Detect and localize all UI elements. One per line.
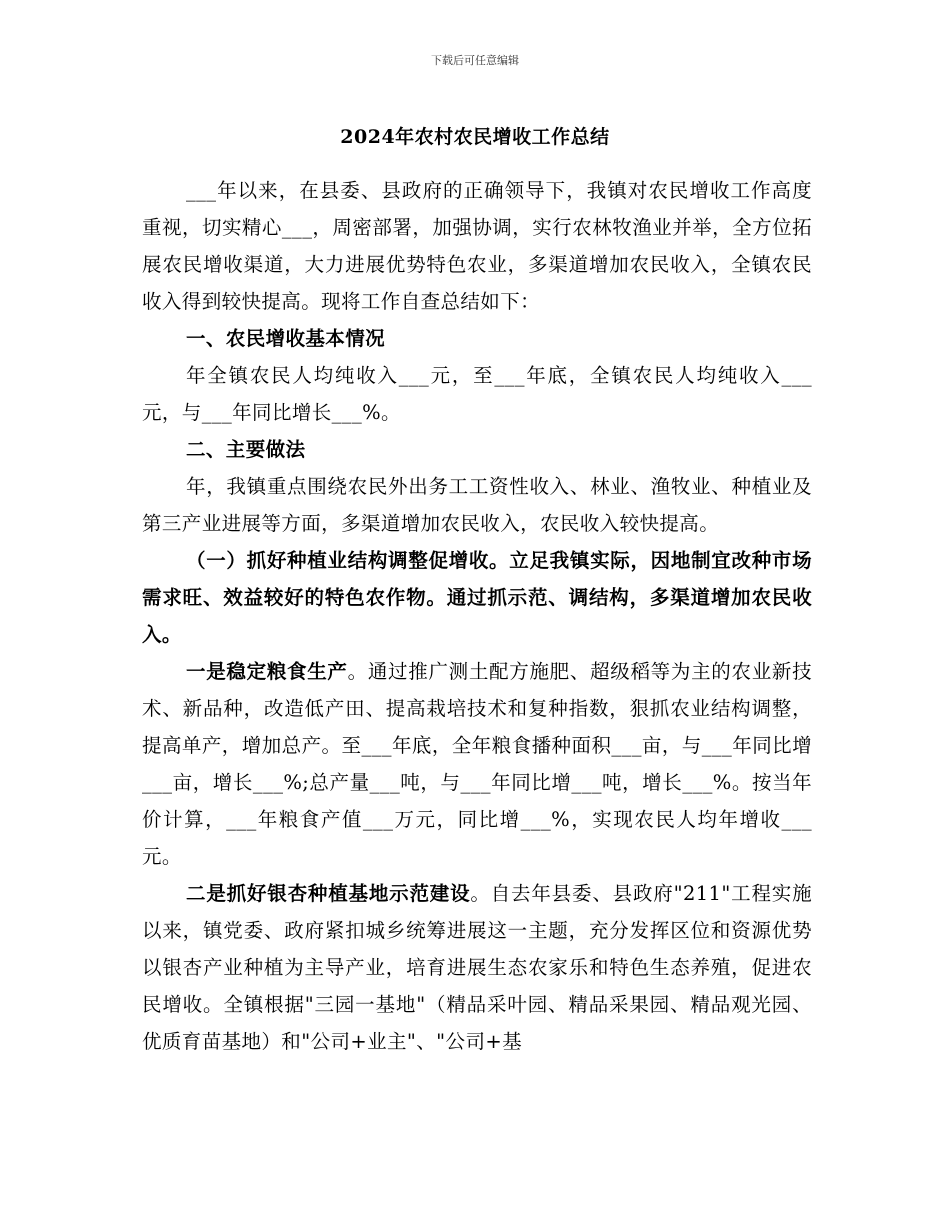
paragraph-body-2: 。自去年县委、县政府"211"工程实施以来，镇党委、政府紧扣城乡统筹进展这一主题，充分发挥区位和资源优势以银杏产业种植为主导产业，培育进展生态农家乐和特色生态养殖，促进农民增收。全镇根据"三园一基地"（精品采叶园、精品采果园、精品观光园、优质育苗基地）和"公司+业主"、"公司+基 [142,882,812,1053]
header-note: 下载后可任意编辑 [431,54,519,67]
paragraph-grain-production [142,653,812,875]
intro-paragraph: ___年以来，在县委、县政府的正确领导下，我镇对农民增收工作高度重视，切实精心___，周密部署，加强协调，实行农林牧渔业并举，全方位拓展农民增收渠道，大力进展优势特色农业，多渠道增加农民收入，全镇农民收入得到较快提高。现将工作自查总结如下： [142,179,812,313]
section-heading-1: 一、农民增收基本情况 [186,327,386,350]
paragraph-body-1: 。通过推广测土配方施肥、超级稻等为主的农业新技术、新品种，改造低产田、提高栽培技术和复种指数，狠抓农业结构调整，提高单产，增加总产。至___年底，全年粮食播种面积___亩，与___年同比增___亩，增长___%;总产量___吨，与___年同比增___吨，增长___%。按当年价计算，___年粮食产值___万元，同比增___%，实现农民人均年增收___元。 [142,660,812,868]
subsection-heading-1: （一）抓好种植业结构调整促增收。立足我镇实际，因地制宜改种市场需求旺、效益较好的特色农作物。通过抓示范、调结构，多渠道增加农民收入。 [142,549,812,646]
paragraph-lead-2: 二是抓好银杏种植基地示范建设 [186,882,471,905]
document-body [142,172,812,1060]
paragraph-main-practices: 年，我镇重点围绕农民外出务工工资性收入、林业、渔牧业、种植业及第三产业进展等方面，多渠道增加农民收入，农民收入较快提高。 [142,475,812,535]
section-heading-2: 二、主要做法 [186,438,306,461]
paragraph-lead-1: 一是稳定粮食生产 [186,660,348,683]
paragraph-basic-situation: 年全镇农民人均纯收入___元，至___年底，全镇农民人均纯收入___元，与___年同比增长___%。 [142,364,812,424]
document-title: 2024年农村农民增收工作总结 [340,126,610,148]
paragraph-ginkgo-base [142,875,812,1060]
